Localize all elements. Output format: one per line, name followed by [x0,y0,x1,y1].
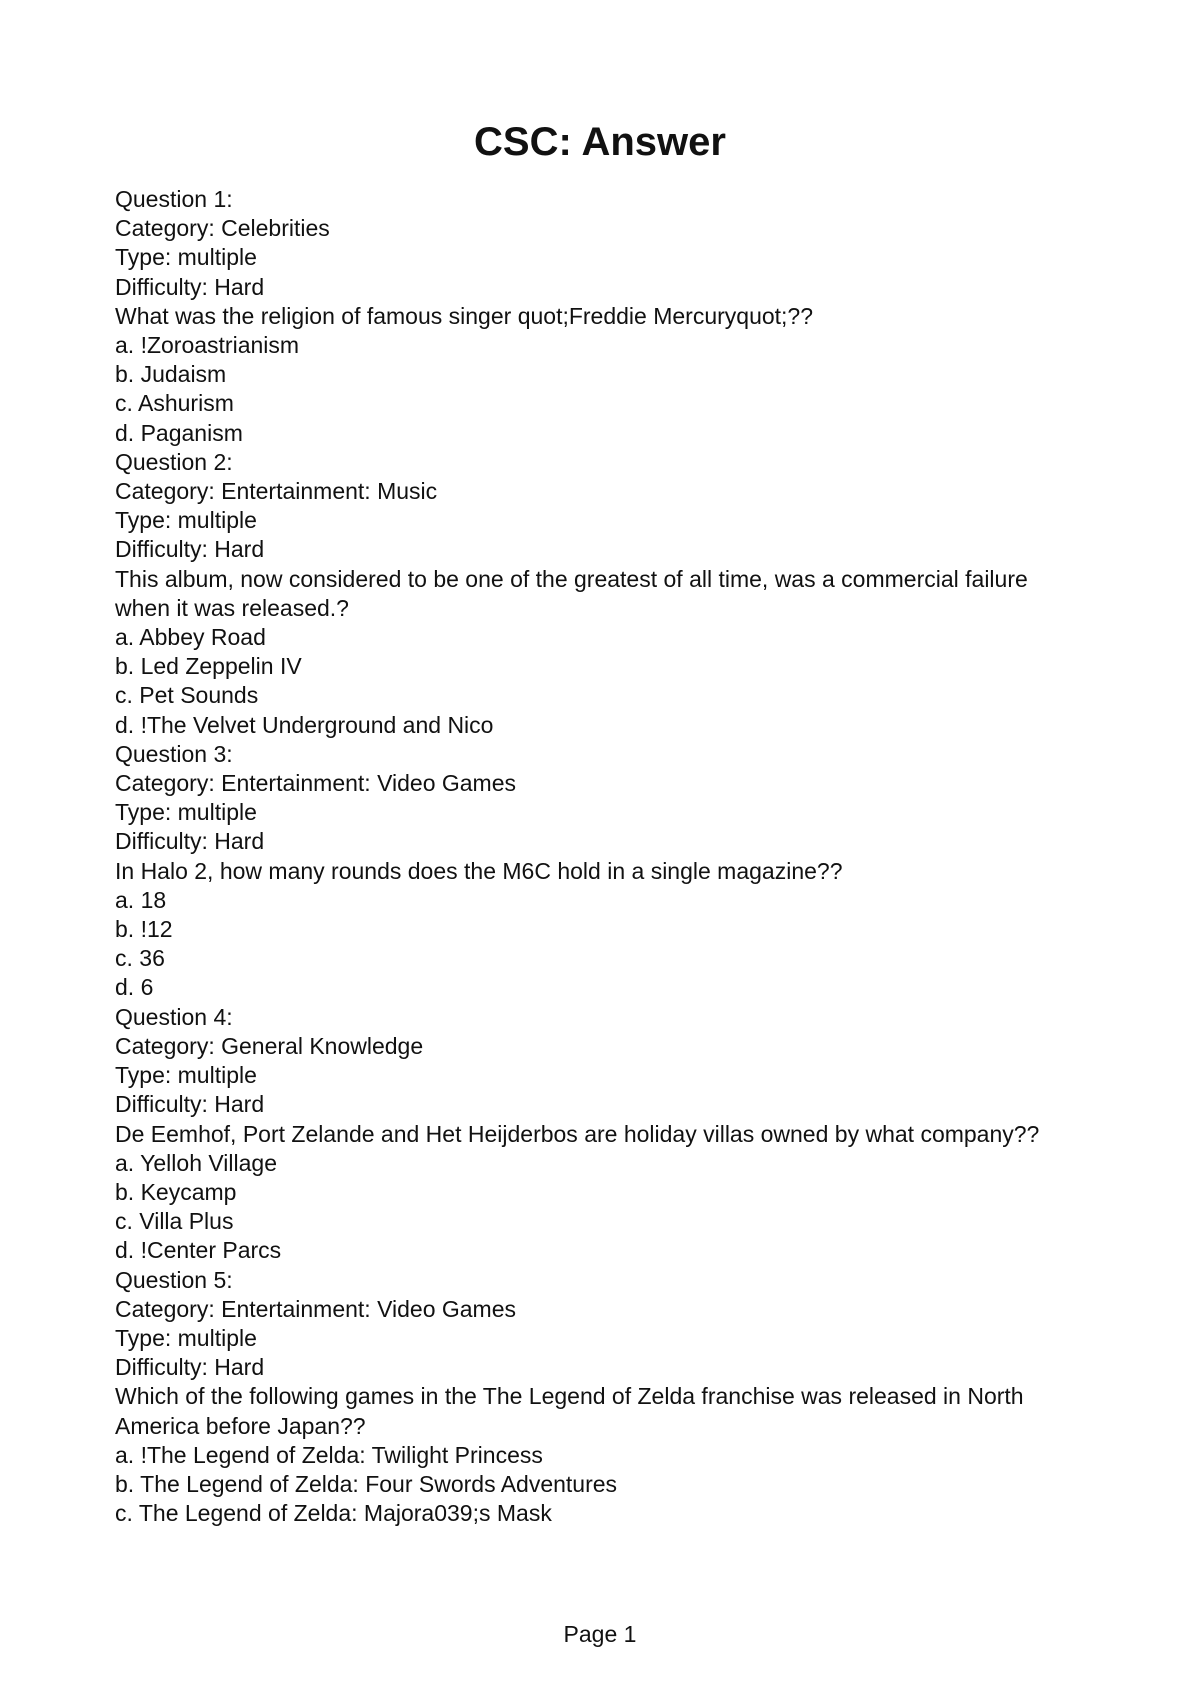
answer-option: b. Judaism [115,361,227,388]
question-difficulty: Difficulty: Hard [115,1091,265,1118]
document-title: CSC: Answer [474,120,726,164]
question-category: Category: General Knowledge [115,1032,424,1059]
answer-option: b. The Legend of Zelda: Four Swords Adventures [115,1470,618,1497]
question-text: De Eemhof, Port Zelande and Het Heijderbos are holiday villas owned by what company?? [115,1120,1040,1147]
question-text: What was the religion of famous singer quot;Freddie Mercuryquot;?? [115,302,814,329]
question-type: Type: multiple [115,244,257,271]
question-type: Type: multiple [115,799,257,826]
question-block [115,1003,1085,1266]
question-category: Category: Entertainment: Video Games [115,770,517,797]
answer-option: c. Pet Sounds [115,682,259,709]
answer-option: d. 6 [115,974,154,1001]
question-heading: Question 5: [115,1266,233,1293]
answer-option: a. Abbey Road [115,624,266,651]
answer-option: a. !The Legend of Zelda: Twilight Princess [115,1441,543,1468]
answer-option: c. Ashurism [115,390,234,417]
answer-option: c. The Legend of Zelda: Majora039;s Mask [115,1500,552,1527]
question-type: Type: multiple [115,1062,257,1089]
answer-option: b. Led Zeppelin IV [115,653,302,680]
question-block [115,1266,1085,1529]
question-heading: Question 1: [115,186,233,212]
question-block [115,740,1085,1003]
answer-option: d. !Center Parcs [115,1237,282,1264]
question-heading: Question 4: [115,1003,233,1030]
question-heading: Question 2: [115,448,233,475]
answer-option: b. Keycamp [115,1178,237,1205]
answer-option: c. 36 [115,945,165,972]
question-list [115,185,1085,1528]
question-category: Category: Entertainment: Music [115,478,438,505]
question-type: Type: multiple [115,1324,257,1351]
question-difficulty: Difficulty: Hard [115,828,265,855]
page-number: Page 1 [563,1621,637,1647]
question-category: Category: Celebrities [115,215,330,242]
question-category: Category: Entertainment: Video Games [115,1295,517,1322]
question-text: This album, now considered to be one of the greatest of all time, was a commercial failure when it was released.? [115,565,1028,621]
answer-option: d. Paganism [115,419,243,446]
question-block [115,448,1085,740]
question-text: Which of the following games in the The Legend of Zelda franchise was released in North America before Japan?? [115,1383,1024,1439]
question-difficulty: Difficulty: Hard [115,1354,265,1381]
question-heading: Question 3: [115,740,233,767]
question-block [115,185,1085,448]
question-type: Type: multiple [115,507,257,534]
question-difficulty: Difficulty: Hard [115,273,265,300]
question-text: In Halo 2, how many rounds does the M6C hold in a single magazine?? [115,857,843,884]
answer-option: a. Yelloh Village [115,1149,277,1176]
answer-option: c. Villa Plus [115,1208,234,1235]
answer-option: a. !Zoroastrianism [115,332,300,359]
question-difficulty: Difficulty: Hard [115,536,265,563]
answer-option: d. !The Velvet Underground and Nico [115,711,494,738]
answer-option: a. 18 [115,886,167,913]
answer-option: b. !12 [115,916,173,943]
